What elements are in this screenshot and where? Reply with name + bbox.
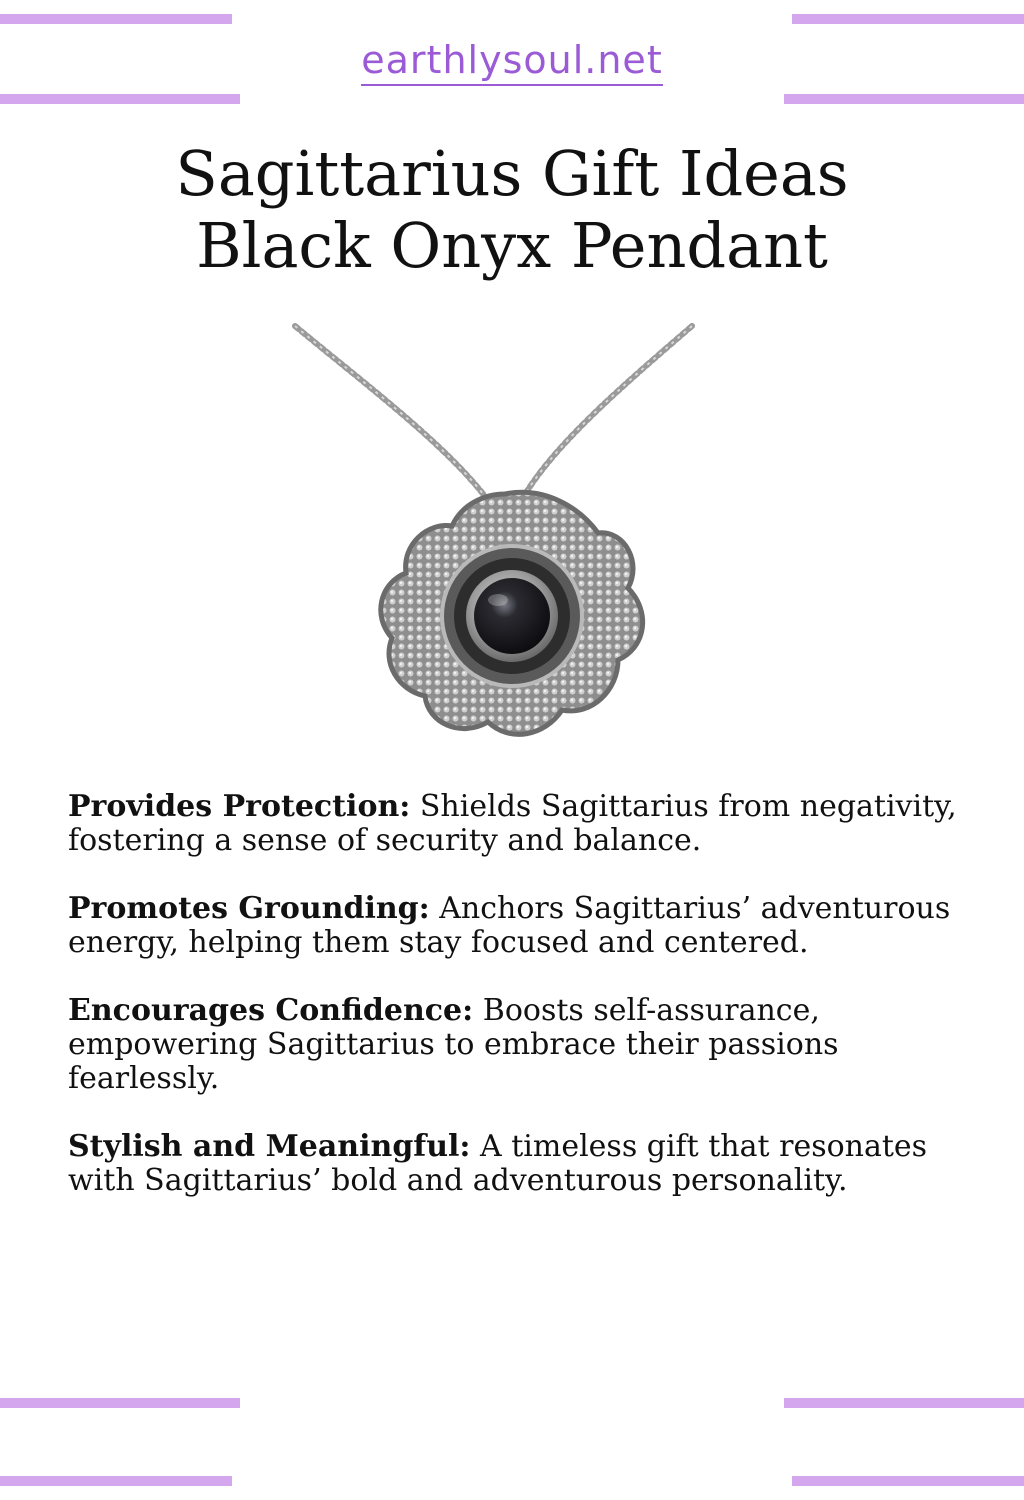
decor-bar-bottom-right-2: [792, 1476, 1024, 1486]
feature-confidence: [68, 994, 968, 1096]
onyx-stone: [474, 578, 550, 654]
decor-bar-bottom-left-1: [0, 1398, 240, 1408]
feature-text: Boosts self-assurance, empowering Sagittarius to embrace their passions fearlessly.: [68, 993, 839, 1096]
title-line-1: Sagittarius Gift Ideas: [175, 137, 849, 210]
feature-heading: Provides Protection:: [68, 789, 411, 824]
feature-protection: [68, 790, 968, 858]
feature-heading: Encourages Confidence:: [68, 993, 474, 1028]
feature-stylish: [68, 1130, 968, 1198]
decor-bar-bottom-right-1: [784, 1398, 1024, 1408]
feature-heading: Stylish and Meaningful:: [68, 1129, 471, 1164]
feature-grounding: [68, 892, 968, 960]
feature-text: Anchors Sagittarius’ adventurous energy, helping them stay focused and centered.: [68, 891, 951, 960]
decor-bar-top-right-1: [792, 14, 1024, 24]
decor-bar-top-left-2: [0, 94, 240, 104]
feature-heading: Promotes Grounding:: [68, 891, 430, 926]
decor-bar-top-left-1: [0, 14, 232, 24]
pendant-image: [280, 318, 710, 758]
feature-text: A timeless gift that resonates with Sagittarius’ bold and adventurous personality.: [68, 1129, 928, 1198]
logo-text: earthlysoul.net: [361, 38, 663, 82]
brand-logo[interactable]: [0, 38, 1024, 86]
decor-bar-top-right-2: [784, 94, 1024, 104]
chain: [295, 326, 692, 503]
page-title: [0, 138, 1024, 282]
title-line-2: Black Onyx Pendant: [196, 209, 828, 282]
feature-text: Shields Sagittarius from negativity, fostering a sense of security and balance.: [68, 789, 957, 858]
decor-bar-bottom-left-2: [0, 1476, 232, 1486]
feature-list: [68, 790, 968, 1232]
logo-underline: [361, 84, 662, 86]
